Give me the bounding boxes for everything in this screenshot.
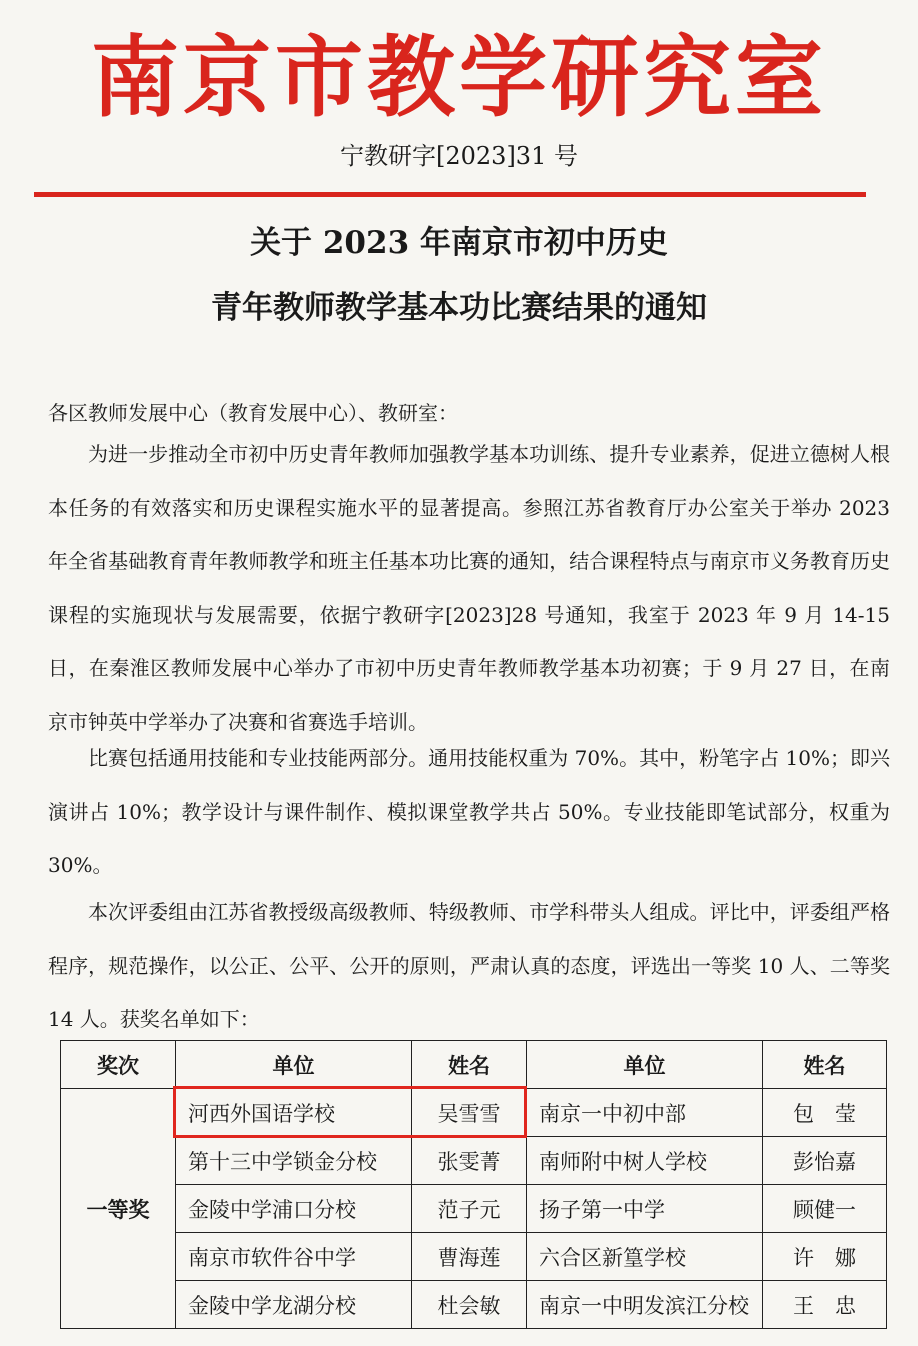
unit-cell: 南京一中明发滨江分校 <box>527 1281 763 1329</box>
award-level-cell: 一等奖 <box>61 1089 176 1329</box>
unit-cell: 六合区新篁学校 <box>527 1233 763 1281</box>
document-number: 宁教研字[2023]31 号 <box>340 142 578 170</box>
salutation: 各区教师发展中心（教育发展中心）、教研室： <box>48 401 458 425</box>
header-unit-2: 单位 <box>527 1041 763 1089</box>
unit-cell: 南京市软件谷中学 <box>176 1233 412 1281</box>
name-cell: 吴雪雪 <box>412 1089 527 1137</box>
unit-cell: 南师附中树人学校 <box>527 1137 763 1185</box>
body-paragraph-2: 比赛包括通用技能和专业技能两部分。通用技能权重为 70%。其中，粉笔字占 10%；即兴演讲占 10%；教学设计与课件制作、模拟课堂教学共占 50%。专业技能即笔试部分，权重为 30%。 <box>48 746 890 877</box>
name-cell: 彭怡嘉 <box>763 1137 887 1185</box>
name-cell: 顾健一 <box>763 1185 887 1233</box>
unit-cell: 南京一中初中部 <box>527 1089 763 1137</box>
header-award: 奖次 <box>61 1041 176 1089</box>
name-cell: 曹海莲 <box>412 1233 527 1281</box>
table-row <box>61 1089 887 1137</box>
unit-cell: 金陵中学浦口分校 <box>176 1185 412 1233</box>
notice-title-line-1: 关于 2023 年南京市初中历史 <box>250 225 668 261</box>
name-cell: 杜会敏 <box>412 1281 527 1329</box>
letterhead-title: 南京市教学研究室 <box>90 26 827 129</box>
red-rule-divider <box>34 192 866 197</box>
unit-cell: 扬子第一中学 <box>527 1185 763 1233</box>
table-row <box>61 1137 887 1185</box>
award-table <box>60 1040 887 1329</box>
body-paragraph-3: 本次评委组由江苏省教授级高级教师、特级教师、市学科带头人组成。评比中，评委组严格程序，规范操作，以公正、公平、公开的原则，严肃认真的态度，评选出一等奖 10 人、二等奖 14 人。获奖名单如下： <box>48 900 890 1031</box>
unit-cell: 第十三中学锁金分校 <box>176 1137 412 1185</box>
body-paragraph-1: 为进一步推动全市初中历史青年教师加强教学基本功训练、提升专业素养，促进立德树人根本任务的有效落实和历史课程实施水平的显著提高。参照江苏省教育厅办公室关于举办 2023 年全省基础教育青年教师教学和班主任基本功比赛的通知，结合课程特点与南京市义务教育历史课程的实施现状与发展需要，依据宁教研字[2023]28 号通知，我室于 2023 年 9 月 14-15 日，在秦淮区教师发展中心举办了市初中历史青年教师教学基本功初赛；于 9 月 27 日，在南京市钟英中学举办了决赛和省赛选手培训。 <box>48 442 890 734</box>
notice-title-line-2: 青年教师教学基本功比赛结果的通知 <box>211 290 707 326</box>
name-cell: 张雯菁 <box>412 1137 527 1185</box>
header-name-1: 姓名 <box>412 1041 527 1089</box>
header-unit-1: 单位 <box>176 1041 412 1089</box>
name-cell: 范子元 <box>412 1185 527 1233</box>
table-row <box>61 1281 887 1329</box>
table-row <box>61 1185 887 1233</box>
name-cell: 许 娜 <box>763 1233 887 1281</box>
header-name-2: 姓名 <box>763 1041 887 1089</box>
unit-cell: 河西外国语学校 <box>176 1089 412 1137</box>
name-cell: 包 莹 <box>763 1089 887 1137</box>
table-header-row <box>61 1041 887 1089</box>
name-cell: 王 忠 <box>763 1281 887 1329</box>
unit-cell: 金陵中学龙湖分校 <box>176 1281 412 1329</box>
table-row <box>61 1233 887 1281</box>
